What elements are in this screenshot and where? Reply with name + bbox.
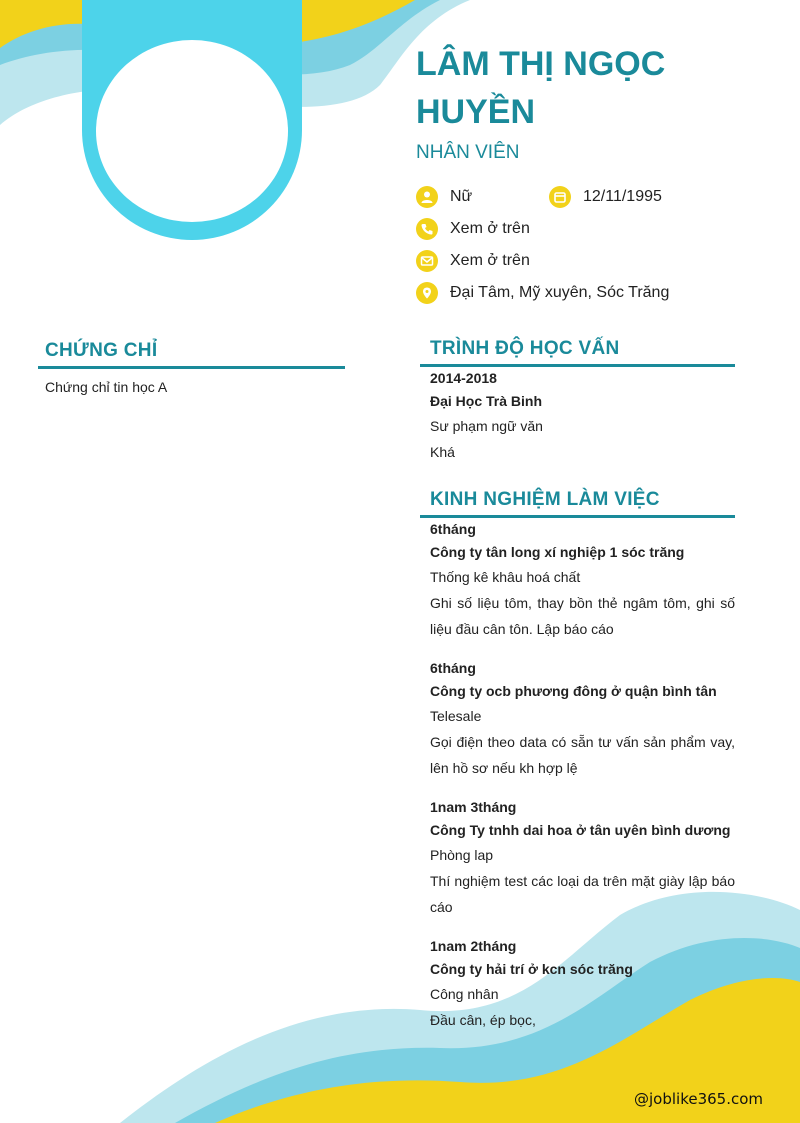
experience-description: Gọi điện theo data có sẵn tư vấn sản phẩm vay, lên hồ sơ nếu kh hợp lệ xyxy=(430,734,735,776)
birthdate-row xyxy=(549,186,662,208)
experience-description: Đầu cân, ép bọc, xyxy=(430,1012,536,1028)
education-period: 2014-2018 xyxy=(430,370,497,386)
experience-company: Công ty ocb phương đông ở quận bình tân xyxy=(430,683,717,699)
watermark-text: @joblike365.com xyxy=(634,1090,764,1108)
birthdate-value: 12/11/1995 xyxy=(583,188,662,205)
address-value: Đại Tâm, Mỹ xuyên, Sóc Trăng xyxy=(450,284,670,301)
mail-icon xyxy=(416,250,438,272)
experience-duration: 6tháng xyxy=(430,521,476,537)
experience-description: Ghi số liệu tôm, thay bồn thẻ ngâm tôm, ghi số liệu đầu cân tôn. Lập báo cáo xyxy=(430,595,735,637)
experience-position: Công nhân xyxy=(430,986,499,1002)
experience-description: Thí nghiệm test các loại da trên mặt giày lập báo cáo xyxy=(430,873,735,915)
education-heading: TRÌNH ĐỘ HỌC VẤN xyxy=(430,338,620,359)
experience-company: Công ty tân long xí nghiệp 1 sóc trăng xyxy=(430,544,685,560)
experience-duration: 1nam 2tháng xyxy=(430,938,517,954)
experience-duration: 1nam 3tháng xyxy=(430,799,517,815)
candidate-title: NHÂN VIÊN xyxy=(416,142,520,163)
address-row xyxy=(416,282,669,304)
certificates-divider xyxy=(38,366,345,369)
calendar-icon xyxy=(549,186,571,208)
phone-icon xyxy=(416,218,438,240)
email-value: Xem ở trên xyxy=(450,252,530,269)
education-grade: Khá xyxy=(430,444,455,460)
education-divider xyxy=(420,364,735,367)
education-school: Đại Học Trà Binh xyxy=(430,393,543,409)
certificates-heading: CHỨNG CHỈ xyxy=(45,340,158,361)
phone-value: Xem ở trên xyxy=(450,220,530,237)
location-pin-icon xyxy=(416,282,438,304)
gender-row xyxy=(416,186,472,208)
experience-position: Phòng lap xyxy=(430,847,494,863)
education-major: Sư phạm ngữ văn xyxy=(430,418,543,434)
user-icon xyxy=(416,186,438,208)
experience-duration: 6tháng xyxy=(430,660,476,676)
experience-heading: KINH NGHIỆM LÀM VIỆC xyxy=(430,489,660,510)
experience-position: Thống kê khâu hoá chất xyxy=(430,569,581,585)
experience-divider xyxy=(420,515,735,518)
phone-row xyxy=(416,218,530,240)
avatar[interactable] xyxy=(96,40,288,222)
candidate-name: LÂM THỊ NGỌC HUYỀN xyxy=(416,45,666,131)
gender-value: Nữ xyxy=(450,188,473,205)
experience-company: Công ty hải trí ở kcn sóc trăng xyxy=(430,961,633,977)
experience-company: Công Ty tnhh dai hoa ở tân uyên bình dương xyxy=(430,822,731,838)
email-row xyxy=(416,250,530,272)
certificate-item: Chứng chỉ tin học A xyxy=(45,379,168,395)
experience-position: Telesale xyxy=(430,708,482,724)
